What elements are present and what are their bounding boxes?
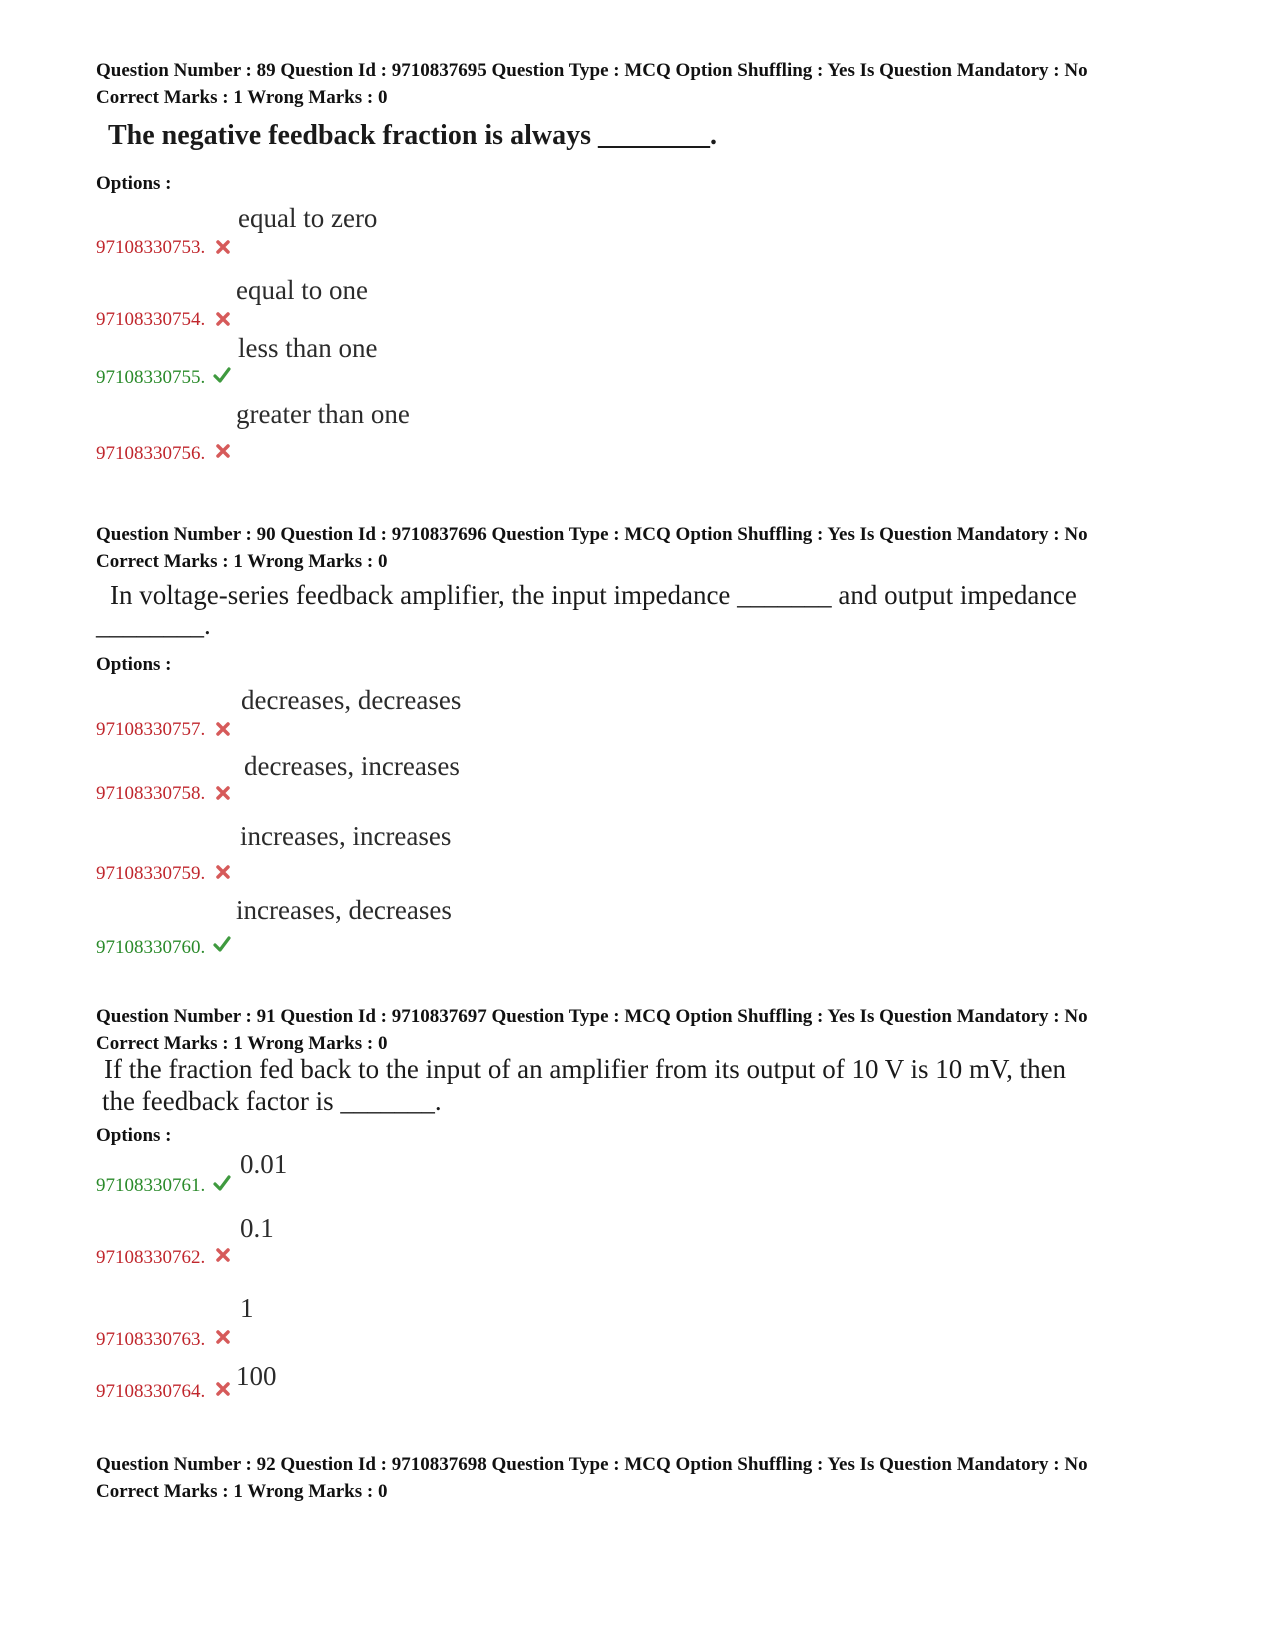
option-text: 0.01 [240, 1149, 288, 1179]
marks-line: Correct Marks : 1 Wrong Marks : 0 [96, 1481, 388, 1502]
option-row[interactable] [96, 1211, 996, 1281]
option-text: decreases, increases [244, 751, 460, 781]
option-text: increases, increases [240, 821, 452, 851]
option-row[interactable] [96, 817, 996, 887]
cross-mark-icon [214, 1380, 232, 1398]
option-row[interactable] [96, 891, 996, 961]
option-row[interactable] [96, 1361, 996, 1431]
option-text: increases, decreases [236, 895, 452, 925]
option-row[interactable] [96, 399, 996, 489]
option-id: 97108330754. [96, 309, 206, 330]
option-text: less than one [238, 333, 378, 363]
cross-mark-icon [214, 784, 232, 802]
option-id: 97108330755. [96, 367, 206, 388]
option-id: 97108330762. [96, 1247, 206, 1268]
question-text-continued: ________. [96, 610, 211, 640]
question-text: The negative feedback fraction is always ________. [108, 120, 717, 151]
option-row[interactable] [96, 269, 996, 339]
question-meta-line: Question Number : 91 Question Id : 9710837697 Question Type : MCQ Option Shuffling : Yes Is Question Mandatory : No [96, 1006, 1088, 1027]
option-id: 97108330763. [96, 1329, 206, 1350]
check-mark-icon [213, 366, 231, 384]
marks-line: Correct Marks : 1 Wrong Marks : 0 [96, 551, 388, 572]
option-id: 97108330761. [96, 1175, 206, 1196]
option-id: 97108330753. [96, 237, 206, 258]
option-id: 97108330758. [96, 783, 206, 804]
cross-mark-icon [214, 310, 232, 328]
option-text: 100 [236, 1361, 277, 1391]
question-meta-line: Question Number : 90 Question Id : 9710837696 Question Type : MCQ Option Shuffling : Yes Is Question Mandatory : No [96, 524, 1088, 545]
option-text: decreases, decreases [241, 685, 462, 715]
question-text-continued: the feedback factor is _______. [102, 1086, 442, 1116]
question-meta-line: Question Number : 89 Question Id : 9710837695 Question Type : MCQ Option Shuffling : Yes Is Question Mandatory : No [96, 60, 1088, 81]
question-92 [96, 1451, 1196, 1511]
option-text: 1 [240, 1293, 254, 1323]
cross-mark-icon [214, 1246, 232, 1264]
option-text: 0.1 [240, 1213, 274, 1243]
option-id: 97108330757. [96, 719, 206, 740]
marks-line: Correct Marks : 1 Wrong Marks : 0 [96, 1033, 388, 1054]
option-id: 97108330760. [96, 937, 206, 958]
options-label: Options : [96, 654, 172, 675]
option-row[interactable] [96, 1149, 996, 1219]
cross-mark-icon [214, 863, 232, 881]
question-text: If the fraction fed back to the input of an amplifier from its output of 10 V is 10 mV, then [104, 1054, 1067, 1084]
option-text: equal to zero [238, 203, 378, 233]
option-row[interactable] [96, 333, 996, 403]
cross-mark-icon [214, 720, 232, 738]
option-id: 97108330764. [96, 1381, 206, 1402]
option-row[interactable] [96, 681, 996, 751]
check-mark-icon [213, 1174, 231, 1192]
cross-mark-icon [214, 1328, 232, 1346]
option-text: equal to one [236, 275, 368, 305]
option-row[interactable] [96, 747, 996, 817]
option-text: greater than one [236, 399, 410, 429]
question-91 [96, 1003, 1196, 1443]
question-meta-line: Question Number : 92 Question Id : 9710837698 Question Type : MCQ Option Shuffling : Yes Is Question Mandatory : No [96, 1454, 1088, 1475]
options-label: Options : [96, 1125, 172, 1146]
option-row[interactable] [96, 1291, 996, 1361]
options-label: Options : [96, 173, 172, 194]
option-id: 97108330756. [96, 443, 206, 464]
cross-mark-icon [214, 442, 232, 460]
question-text: In voltage-series feedback amplifier, the input impedance _______ and output impedance [110, 580, 1077, 610]
question-90 [96, 521, 1196, 991]
marks-line: Correct Marks : 1 Wrong Marks : 0 [96, 87, 388, 108]
question-89 [96, 57, 1196, 487]
option-row[interactable] [96, 197, 996, 267]
cross-mark-icon [214, 238, 232, 256]
option-id: 97108330759. [96, 863, 206, 884]
check-mark-icon [213, 935, 231, 953]
